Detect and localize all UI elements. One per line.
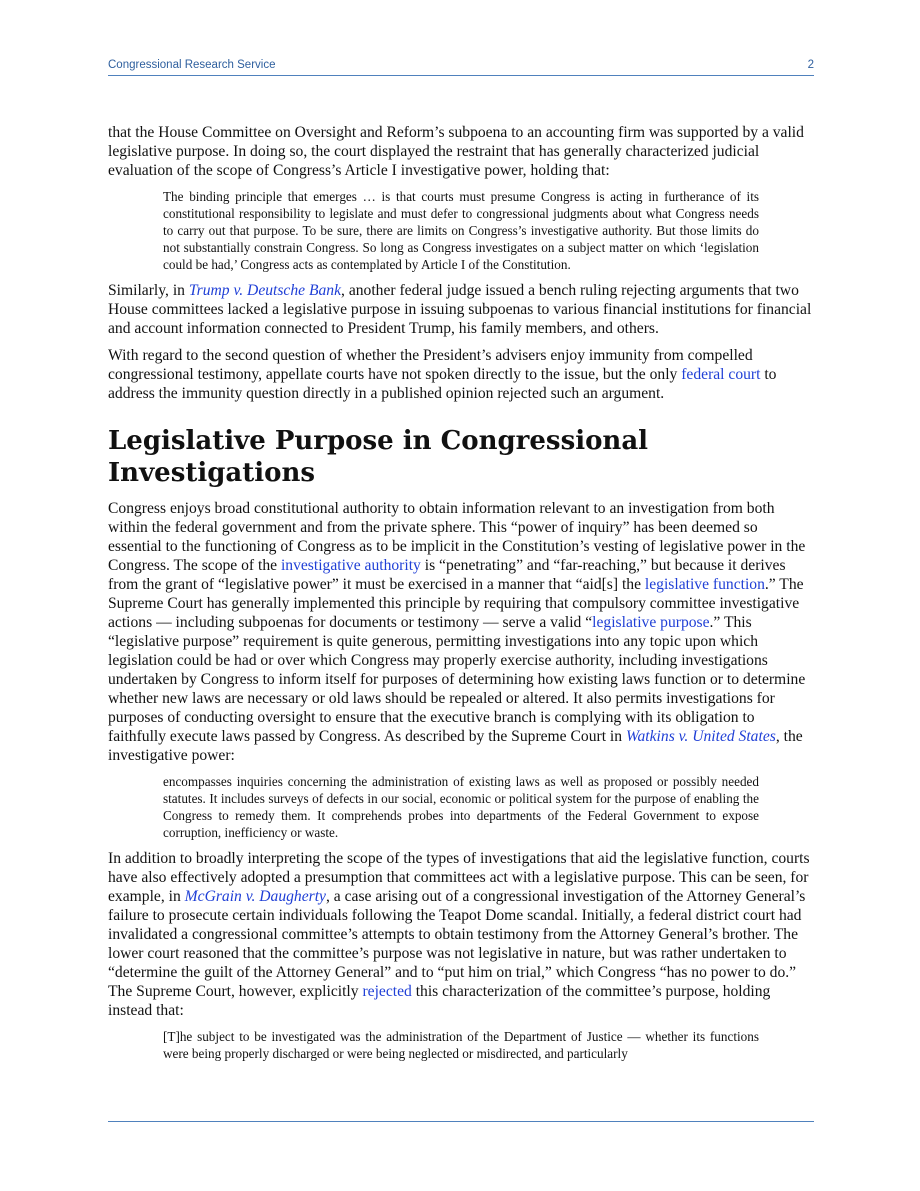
paragraph-3-text-b: to address the immunity question directly in a published opinion rejected such an argument. [108, 366, 777, 402]
paragraph-4-text-c: .” The Supreme Court has generally implemented this principle by requiring that compulsory committee investigative actions — including subpoenas for documents or testimony — serve a valid “ [108, 576, 804, 631]
paragraph-5-text-b: , a case arising out of a congressional investigation of the Attorney General’s failure to prosecute certain individuals following the Teapot Dome scandal. Initially, a federal district court had invalidated a congressional committee’s attempts to obtain testimony from the Attorney General’s brother. The lower court reasoned that the committee’s purpose was not legislative in nature, but was rather undertaken to “determine the guilt of the Attorney General” and to “put him on trial,” which Congress “has no power to do.” The Supreme Court, however, explicitly [108, 888, 806, 1000]
investigative-authority-link[interactable]: investigative authority [280, 557, 421, 574]
paragraph-4-text-d: .” This “legislative purpose” requirement is quite generous, permitting investigations into any topic upon which legislation could be had or over which Congress may properly exercise authority, including investigations undertaken by Congress to inform itself for purposes of determining how existing laws function or to determine whether new laws are necessary or old laws should be repealed or altered. It also permits investigations for purposes of conducting oversight to ensure that the executive branch is complying with its obligation to faithfully execute laws passed by Congress. As described by the Supreme Court in [108, 614, 806, 745]
legislative-purpose-link[interactable]: legislative purpose [592, 614, 710, 631]
block-quote-1: The binding principle that emerges … is that courts must presume Congress is acting in furtherance of its constitutional responsibility to legislate and must defer to congressional judgments about what Congress needs to carry out that purpose. To be sure, there are limits on Congress’s investigative authority. But those limits do not substantially constrain Congress. So long as Congress investigates on a subject matter on which ‘legislation could be had,’ Congress acts as contemplated by Article I of the Constitution. [163, 189, 759, 272]
federal-court-link[interactable]: federal court [681, 366, 761, 383]
watkins-v-united-states-link[interactable]: Watkins v. United States [625, 728, 776, 745]
footer-divider [108, 1121, 814, 1122]
section-heading: Legislative Purpose in Congressional Investigations [108, 426, 649, 488]
paragraph-2-text-b: , another federal judge issued a bench ruling rejecting arguments that two House committees lacked a legislative purpose in issuing subpoenas to various financial institutions for financial and account information connected to President Trump, his family members, and others. [108, 282, 812, 337]
page-header [108, 57, 814, 76]
paragraph-5-text-a: In addition to broadly interpreting the scope of the types of investigations that aid the legislative function, courts have also effectively adopted a presumption that committees act with a legislative purpose. This can be seen, for example, in [108, 850, 810, 905]
paragraph-4-text-a: Congress enjoys broad constitutional authority to obtain information relevant to an investigation from both within the federal government and from the private sphere. This “power of inquiry” has been deemed so essential to the functioning of Congress as to be implicit in the Constitution’s vesting of legislative power in the Congress. The scope of the [108, 500, 806, 574]
paragraph-5 [108, 849, 814, 1020]
block-quote-3: [T]he subject to be investigated was the administration of the Department of Justice — whether its functions were being properly discharged or were being neglected or misdirected, and particularly [163, 1029, 759, 1061]
mcgrain-v-daugherty-link[interactable]: McGrain v. Daugherty [184, 888, 326, 905]
paragraph-1: that the House Committee on Oversight and Reform’s subpoena to an accounting firm was supported by a valid legislative purpose. In doing so, the court displayed the restraint that has generally characterized judicial evaluation of the scope of Congress’s Article I investigative power, holding that: [108, 124, 804, 179]
page-content [108, 123, 814, 1070]
paragraph-2-text-a: Similarly, in [108, 282, 189, 299]
paragraph-3 [108, 346, 814, 403]
block-quote-2: encompasses inquiries concerning the administration of existing laws as well as proposed or possibly needed statutes. It includes surveys of defects in our social, economic or political system for the purpose of enabling the Congress to remedy them. It comprehends probes into departments of the Federal Government to expose corruption, inefficiency or waste. [163, 774, 759, 840]
paragraph-2 [108, 281, 814, 338]
paragraph-3-text-a: With regard to the second question of whether the President’s advisers enjoy immunity from compelled congressional testimony, appellate courts have not spoken directly to the issue, but the only [108, 347, 753, 383]
trump-v-deutsche-bank-link[interactable]: Trump v. Deutsche Bank [188, 282, 342, 299]
paragraph-4 [108, 499, 814, 765]
header-source: Congressional Research Service [108, 59, 276, 71]
rejected-link[interactable]: rejected [362, 983, 412, 1000]
paragraph-4-text-e: , the investigative power: [108, 728, 803, 764]
paragraph-5-text-c: this characterization of the committee’s purpose, holding instead that: [108, 983, 771, 1019]
legislative-function-link[interactable]: legislative function [644, 576, 765, 593]
paragraph-4-text-b: is “penetrating” and “far-reaching,” but because it derives from the grant of “legislative power” it must be exercised in a manner that “aid[s] the [108, 557, 786, 593]
page-number: 2 [807, 59, 814, 71]
